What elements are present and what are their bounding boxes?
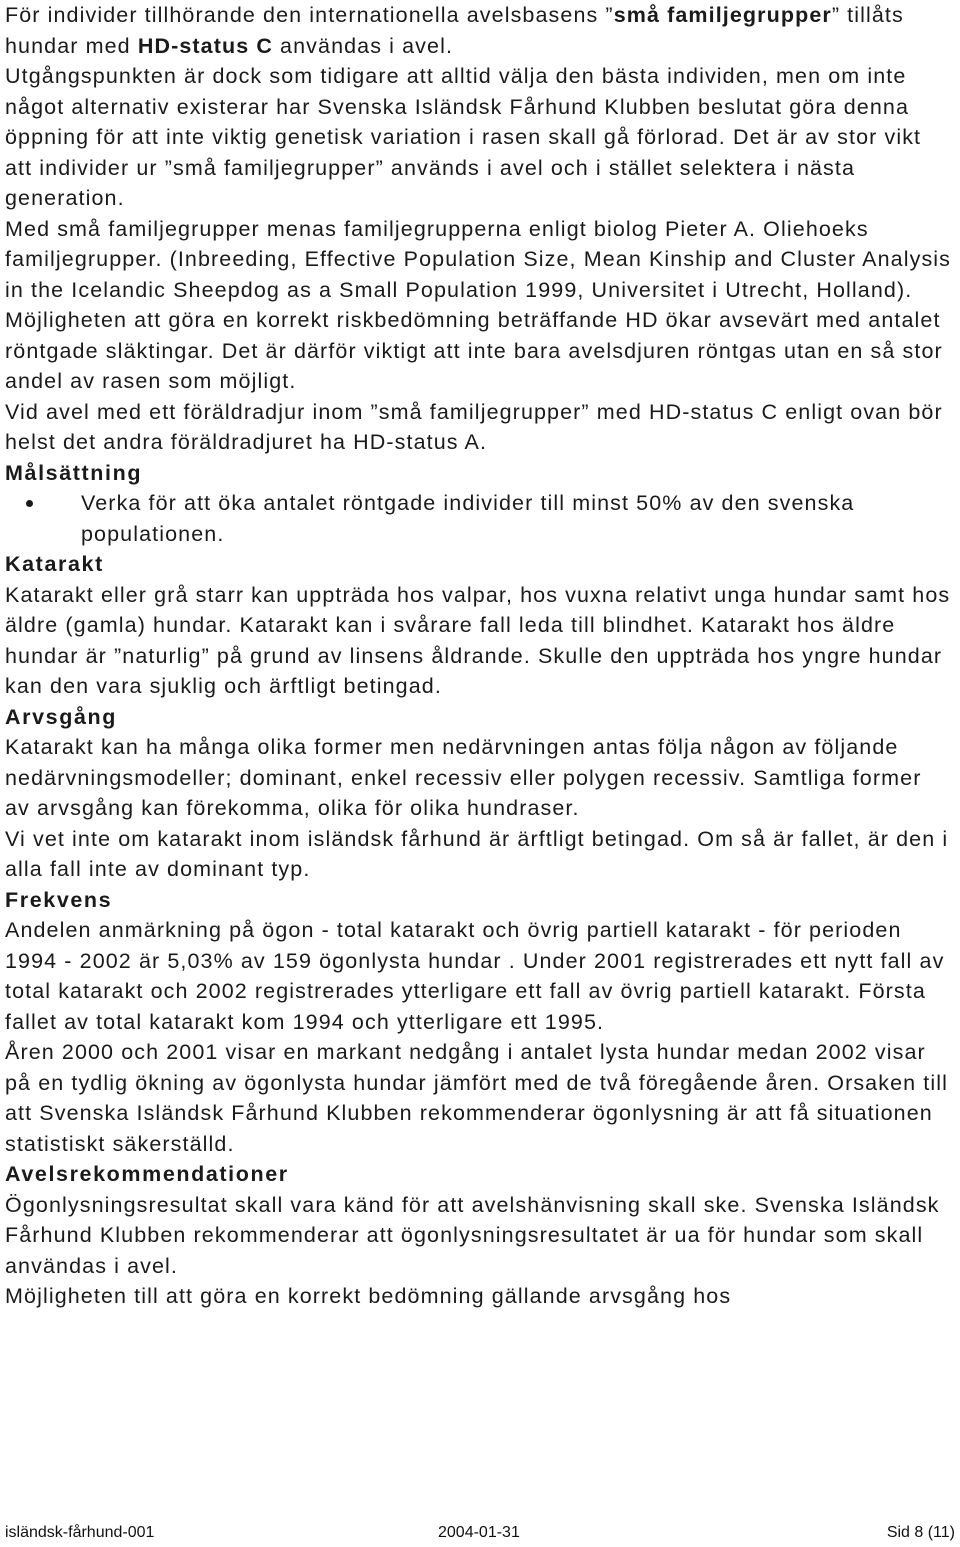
intro-text-c: ” tillåts hundar med [5,3,904,58]
intro-text-e: användas i avel. [272,33,454,58]
footer-date: 2004-01-31 [438,1524,520,1541]
intro-text-a: För individer tillhörande den internationella avelsbasens ” [5,3,614,27]
paragraph-6: Katarakt kan ha många olika former men nedärvningen antas följa någon av följande nedärvningsmodeller; dominant, enkel recessiv eller polygen recessiv. Samtliga former av arvsgång kan förekomma, olika för olika hundraser. [5,735,922,820]
page-footer [0,1524,960,1544]
paragraph-1 [5,61,953,214]
paragraph-8: Andelen anmärkning på ögon - total katarakt och övrig partiell katarakt - för perioden 1994 - 2002 är 5,03% av 159 ögonlysta hundar . Under 2001 registrerades ett nytt fall av total katarakt och 2002 registrerades ytterligare ett fall av övrig partiell katarakt. Första fallet av total katarakt kom 1994 och ytterligare ett 1995. [5,918,945,1034]
paragraph-7: Vi vet inte om katarakt inom isländsk fårhund är ärftligt betingad. Om så är fallet, är den i alla fall inte av dominant typ. [5,826,949,881]
paragraph-2: Med små familjegrupper menas familjegrupperna enligt biolog Pieter A. Oliehoeks familjegrupper. (Inbreeding, Effective Population Size, Mean Kinship and Cluster Analysis in the Icelandic Sheepdog as a Small Population 1999, Universitet i Utrecht, Holland). [5,216,952,302]
list-item-text: Verka för att öka antalet röntgade individer till minst 50% av den svenska populationen. [81,491,855,546]
paragraph-1b-text: Det är av stor vikt att individer ur ”små familjegrupper” används i avel och i stället selektera i nästa generation. [5,125,922,210]
document-body [5,0,953,1312]
goal-list [5,488,953,549]
paragraph-intro [5,0,953,61]
paragraph-9: Åren 2000 och 2001 visar en markant nedgång i antalet lysta hundar medan 2002 visar på en tydlig ökning av ögonlysta hundar jämfört med de två föregående åren. Orsaken till att Svenska Isländsk Fårhund Klubben rekommenderar ögonlysning är att få situationen statistiskt säkerställd. [5,1040,948,1156]
footer-doc-id: isländsk-fårhund-001 [5,1524,155,1541]
list-item [81,488,953,549]
heading-arvsgang: Arvsgång [5,704,117,729]
paragraph-3: Möjligheten att göra en korrekt riskbedömning beträffande HD ökar avsevärt med antalet röntgade släktingar. Det är därför viktigt att inte bara avelsdjuren röntgas utan en så stor andel av rasen som möjligt. [5,308,943,393]
bullet-icon [26,500,33,507]
paragraph-11: Möjligheten till att göra en korrekt bedömning gällande arvsgång hos [5,1284,732,1308]
heading-malsattning: Målsättning [5,460,143,485]
heading-avelsrekommendationer: Avelsrekommendationer [5,1162,289,1186]
paragraph-1-text: Utgångspunkten är dock som tidigare att alltid välja den bästa individen, men om inte något alternativ existerar har Svenska Isländsk Fårhund Klubben beslutat göra denna öppning för att inte viktig genetisk variation i rasen skall gå förlorad. [5,64,910,149]
paragraph-5: Katarakt eller grå starr kan uppträda hos valpar, hos vuxna relativt unga hundar samt hos äldre (gamla) hundar. Katarakt kan i svårare fall leda till blindhet. Katarakt hos äldre hundar är ”naturlig” på grund av linsens åldrande. Skulle den uppträda hos yngre hundar kan den vara sjuklig och ärftligt betingad. [5,582,951,698]
paragraph-4: Vid avel med ett föräldradjur inom ”små familjegrupper” med HD-status C enligt ovan bör helst det andra föräldradjuret ha HD-status A. [5,399,943,454]
heading-katarakt: Katarakt [5,552,104,576]
intro-bold-small-families: små familjegrupper [613,3,832,27]
heading-frekvens: Frekvens [5,887,113,912]
paragraph-10: Ögonlysningsresultat skall vara känd för att avelshänvisning skall ske. Svenska Isländsk Fårhund Klubben rekommenderar att ögonlysningsresultatet är ua för hundar som skall användas i avel. [5,1192,940,1278]
intro-bold-hd-status: HD-status C [137,33,273,58]
footer-page-number: Sid 8 (11) [886,1524,955,1541]
